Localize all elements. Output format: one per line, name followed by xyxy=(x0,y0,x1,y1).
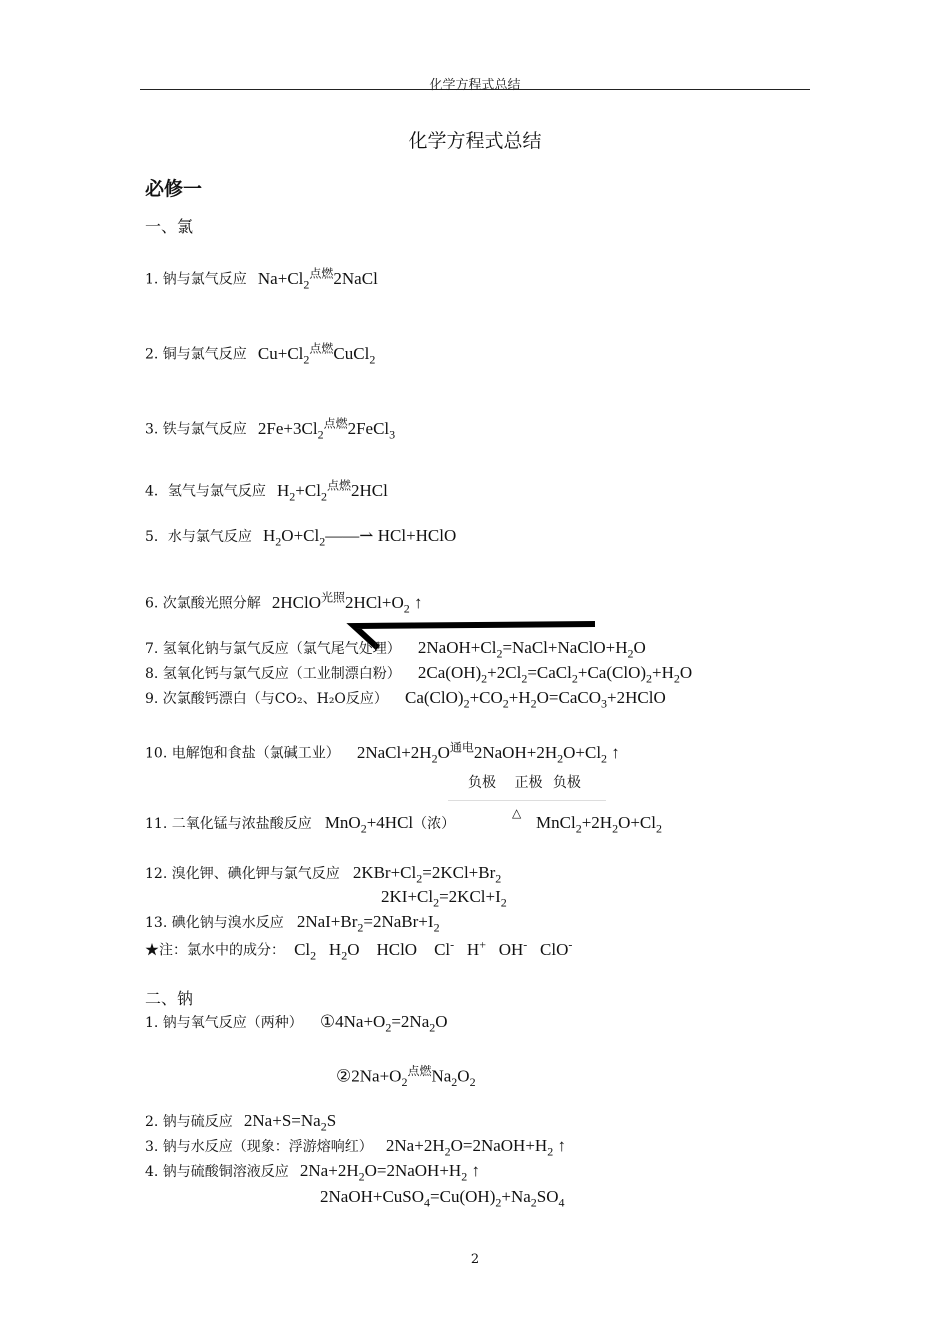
equation: $2Ca(OH)_2+2Cl_2=CaCl_2+Ca(ClO)_2+H_2O$ xyxy=(417,663,693,686)
reaction-3 xyxy=(145,414,395,442)
reaction-1 xyxy=(145,264,378,292)
header-rule xyxy=(140,89,810,90)
reaction-7 xyxy=(145,638,646,661)
na-reaction-4 xyxy=(145,1161,480,1184)
chlorine-water-note xyxy=(145,937,572,963)
equation: $H_2+Cl_2^{点燃}2HCl$ xyxy=(277,478,388,504)
equation: $2Na+2H_2O=2NaOH+H_2$ ↑ xyxy=(385,1136,566,1159)
reaction-label: 13. 碘化钠与溴水反应 xyxy=(145,915,284,931)
page-number: 2 xyxy=(470,1252,480,1267)
condition: 光照 xyxy=(321,590,346,604)
reaction-5 xyxy=(145,526,456,549)
na-reaction-4b: $2NaOH+CuSO_4=Cu(OH)_2+Na_2SO_4$ xyxy=(320,1187,565,1210)
reaction-13 xyxy=(145,912,440,935)
reaction-label: 2. 钠与硫反应 xyxy=(145,1114,233,1130)
condition: 点燃 xyxy=(407,1064,432,1078)
reaction-label: 1. 钠与氧气反应（两种） xyxy=(145,1015,303,1031)
document-title: 化学方程式总结 xyxy=(408,130,542,152)
equation: $Ca(ClO)_2+CO_2+H_2O=CaCO_3+2HClO$ xyxy=(405,688,666,711)
section-chlorine: 一、氯 xyxy=(145,217,194,236)
note-label: ★注：氯水中的成分： xyxy=(145,942,285,959)
heat-condition: △ xyxy=(512,806,522,820)
condition: 点燃 xyxy=(309,266,334,280)
reaction-label: 3. 铁与氯气反应 xyxy=(145,421,247,438)
concentrated-note: （浓） xyxy=(413,817,456,832)
equation: $H_2O+Cl_2——⇀$ HCl+HClO xyxy=(263,526,457,549)
na-reaction-3 xyxy=(145,1136,566,1159)
equation: $Cu+Cl_2^{点燃}CuCl_2$ xyxy=(257,341,376,367)
reaction-label: 1. 钠与氯气反应 xyxy=(145,271,247,288)
reaction-9 xyxy=(145,688,666,711)
na-reaction-1b: $②2Na+O_2^{点燃}Na_2O_2$ xyxy=(336,1064,476,1090)
condition: 通电 xyxy=(449,740,474,754)
reaction-label: 10. 电解饱和食盐（氯碱工业） xyxy=(145,745,340,762)
condition: 点燃 xyxy=(309,341,334,355)
course-heading: 必修一 xyxy=(145,178,203,200)
reaction-label: 7. 氢氧化钠与氯气反应（氯气尾气处理） xyxy=(145,641,401,657)
condition: 点燃 xyxy=(323,416,348,430)
equation: $2HClO^{光照}2HCl+O_2$ ↑ xyxy=(271,590,423,616)
reaction-label: 4．氢气与氯气反应 xyxy=(145,483,266,500)
equation: $①4Na+O_2=2Na_2O$ xyxy=(319,1012,448,1035)
electrode-cathode-2: 负极 xyxy=(552,775,581,791)
reaction-6 xyxy=(145,588,423,616)
equation: MnO$_2$+4HCl（浓） xyxy=(324,813,456,836)
page-header: 化学方程式总结 xyxy=(429,78,521,93)
na-reaction-1 xyxy=(145,1012,448,1035)
equation: $2Na+S=Na_2S$ xyxy=(243,1111,337,1134)
reaction-12 xyxy=(145,863,501,886)
equation: $2Na+2H_2O=2NaOH+H_2$ ↑ xyxy=(299,1161,480,1184)
equation: $Na+Cl_2^{点燃}2NaCl$ xyxy=(257,266,378,292)
equation: $2NaCl+2H_2O^{通电}2NaOH+2H_2O+Cl_2$ ↑ xyxy=(356,740,620,766)
reaction-label: 5．水与氯气反应 xyxy=(145,529,252,545)
electrode-cathode: 负极 xyxy=(468,775,496,791)
electrode-note xyxy=(468,772,581,792)
components: $Cl_2$ $H_2O$ HClO Cl- H+ OH- ClO- xyxy=(294,937,573,963)
reaction-label: 4. 钠与硫酸铜溶液反应 xyxy=(145,1164,289,1180)
na-reaction-2 xyxy=(145,1111,336,1134)
reaction-label: 12. 溴化钾、碘化钾与氯气反应 xyxy=(145,866,340,882)
electrode-anode: 正极 xyxy=(514,775,543,791)
reaction-11 xyxy=(145,813,455,836)
equation: $2KBr+Cl_2=2KCl+Br_2$ xyxy=(352,863,502,886)
condition: 点燃 xyxy=(326,478,351,492)
equation-2: $2KI+Cl_2=2KCl+I_2$ xyxy=(381,887,507,910)
reaction-label: 3. 钠与水反应（现象：浮游熔响红） xyxy=(145,1139,373,1155)
reaction-8 xyxy=(145,663,692,686)
equation: $2NaOH+Cl_2=NaCl+NaClO+H_2O$ xyxy=(417,638,646,661)
divider xyxy=(448,800,606,801)
reaction-label: 11. 二氧化锰与浓盐酸反应 xyxy=(145,816,312,832)
section-sodium: 二、钠 xyxy=(145,989,194,1008)
reaction-label: 2. 铜与氯气反应 xyxy=(145,346,247,363)
reaction-label: 9. 次氯酸钙漂白（与CO₂、H₂O反应） xyxy=(145,691,388,707)
reaction-label: 8. 氢氧化钙与氯气反应（工业制漂白粉） xyxy=(145,666,401,682)
equation-products: $MnCl_2+2H_2O+Cl_2$ xyxy=(536,813,662,836)
reaction-10 xyxy=(145,738,620,766)
reaction-2 xyxy=(145,339,375,367)
reaction-label: 6. 次氯酸光照分解 xyxy=(145,595,261,612)
equation: $2Fe+3Cl_2^{点燃}2FeCl_3$ xyxy=(257,416,396,442)
reaction-4 xyxy=(145,476,388,504)
equation: $2NaI+Br_2=2NaBr+I_2$ xyxy=(296,912,440,935)
